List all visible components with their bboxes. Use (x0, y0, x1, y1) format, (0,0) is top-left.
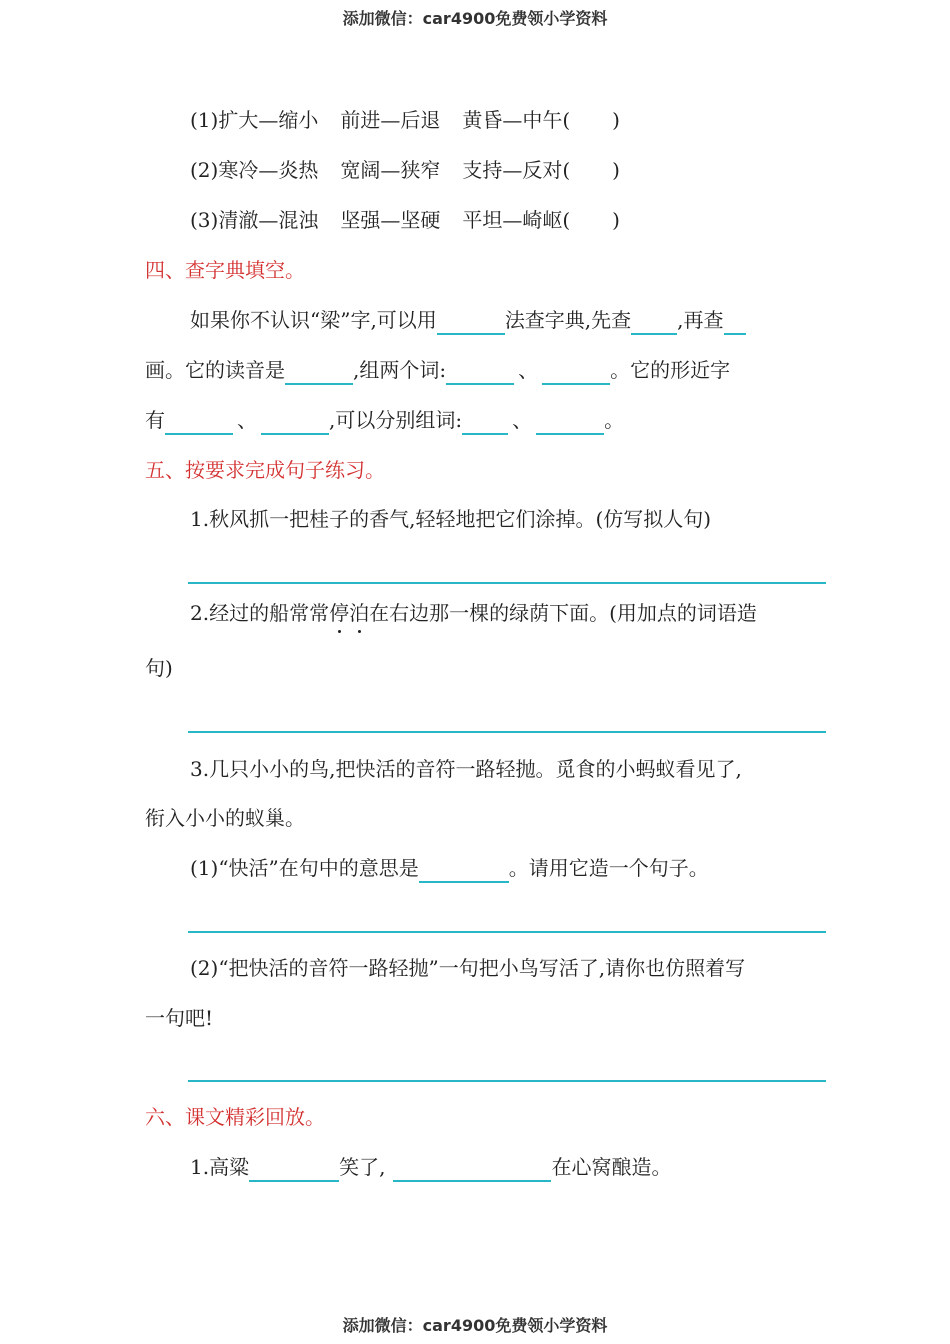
text: 在右边那一棵的绿荫下面。(用加点的词语造 (369, 601, 757, 625)
text: 法查字典,先查 (504, 308, 632, 332)
answer-paren-close: ) (612, 108, 620, 132)
choice-item-3 (190, 205, 620, 235)
question-2-text (190, 598, 757, 628)
section-heading-6: 六、课文精彩回放。 (145, 1105, 325, 1129)
question-2-text-cont: 句) (145, 656, 173, 680)
fill-blank[interactable] (536, 409, 604, 435)
text: ,再查 (677, 308, 724, 332)
item-number: (2) (190, 158, 219, 182)
fill-blank[interactable] (393, 1156, 551, 1182)
text: (1)“快活”在句中的意思是 (190, 856, 419, 880)
word-pair: 前进—后退 (340, 108, 441, 132)
watermark-bottom: 添加微信：car4900免费领小学资料 (342, 1316, 608, 1335)
fill-blank[interactable] (446, 359, 514, 385)
answer-paren-open: ( (562, 208, 571, 232)
fill-blank[interactable] (724, 309, 746, 335)
text: ,可以分别组词: (329, 408, 463, 432)
fill-blank[interactable] (437, 309, 505, 335)
text: 笑了, (339, 1155, 386, 1179)
word-pair: 坚强—坚硬 (340, 208, 441, 232)
text: 、 (237, 408, 257, 432)
dotted-char: 停 (329, 601, 350, 625)
answer-line-q3-1[interactable] (188, 931, 826, 933)
text: 、 (518, 358, 539, 382)
word-pair: 清澈—混浊 (218, 208, 319, 232)
answer-paren-close: ) (612, 208, 620, 232)
word-pair: 平坦—崎岖 (462, 208, 563, 232)
item-number: (3) (190, 208, 219, 232)
section-heading-4: 四、查字典填空。 (145, 258, 305, 282)
fill-blank[interactable] (542, 359, 610, 385)
word-pair: 宽阔—狭窄 (340, 158, 441, 182)
choice-item-2 (190, 155, 620, 185)
text: 。它的形近字 (610, 358, 731, 382)
item-number: (1) (190, 108, 219, 132)
fill-blank[interactable] (261, 409, 329, 435)
answer-paren-open: ( (562, 108, 571, 132)
section-heading-5: 五、按要求完成句子练习。 (145, 458, 385, 482)
text: 如果你不认识“梁”字,可以用 (190, 308, 437, 332)
dictionary-paragraph-line-3 (145, 405, 624, 435)
dictionary-paragraph-line-2 (145, 355, 730, 385)
answer-paren-close: ) (612, 158, 620, 182)
text: 有 (145, 408, 165, 432)
dotted-char: 泊 (349, 601, 370, 625)
fill-blank[interactable] (165, 409, 233, 435)
question-3-text-cont: 衔入小小的蚁巢。 (145, 806, 305, 830)
question-1-text: 1.秋风抓一把桂子的香气,轻轻地把它们涂掉。(仿写拟人句) (190, 507, 712, 531)
word-pair: 黄昏—中午 (462, 108, 563, 132)
text: 2.经过的船常常 (190, 601, 330, 625)
watermark-top: 添加微信：car4900免费领小学资料 (342, 9, 608, 28)
text: 画。它的读音是 (145, 358, 285, 382)
fill-blank[interactable] (419, 857, 509, 883)
question-3-sub-2: (2)“把快活的音符一路轻抛”一句把小鸟写活了,请你也仿照着写 (190, 956, 746, 980)
answer-line-q2[interactable] (188, 731, 826, 733)
word-pair: 扩大—缩小 (218, 108, 319, 132)
fill-blank[interactable] (285, 359, 353, 385)
answer-paren-open: ( (562, 158, 571, 182)
text: 在心窝酿造。 (551, 1155, 672, 1179)
choice-item-1 (190, 105, 620, 135)
fill-blank[interactable] (462, 409, 508, 435)
text: 。 (604, 408, 625, 432)
answer-line-q1[interactable] (188, 582, 826, 584)
text: 、 (512, 408, 533, 432)
text: ,组两个词: (353, 358, 447, 382)
recall-question-1 (190, 1152, 671, 1182)
text: 1.高粱 (190, 1155, 250, 1179)
fill-blank[interactable] (249, 1156, 339, 1182)
question-3-sub-1 (190, 853, 709, 883)
word-pair: 支持—反对 (462, 158, 563, 182)
text: 。请用它造一个句子。 (508, 856, 709, 880)
answer-line-q3-2[interactable] (188, 1080, 826, 1082)
fill-blank[interactable] (631, 309, 677, 335)
question-3-sub-2-cont: 一句吧! (145, 1006, 214, 1030)
word-pair: 寒冷—炎热 (218, 158, 319, 182)
question-3-text: 3.几只小小的鸟,把快活的音符一路轻抛。觅食的小蚂蚁看见了, (190, 757, 742, 781)
dictionary-paragraph-line-1 (190, 305, 746, 335)
